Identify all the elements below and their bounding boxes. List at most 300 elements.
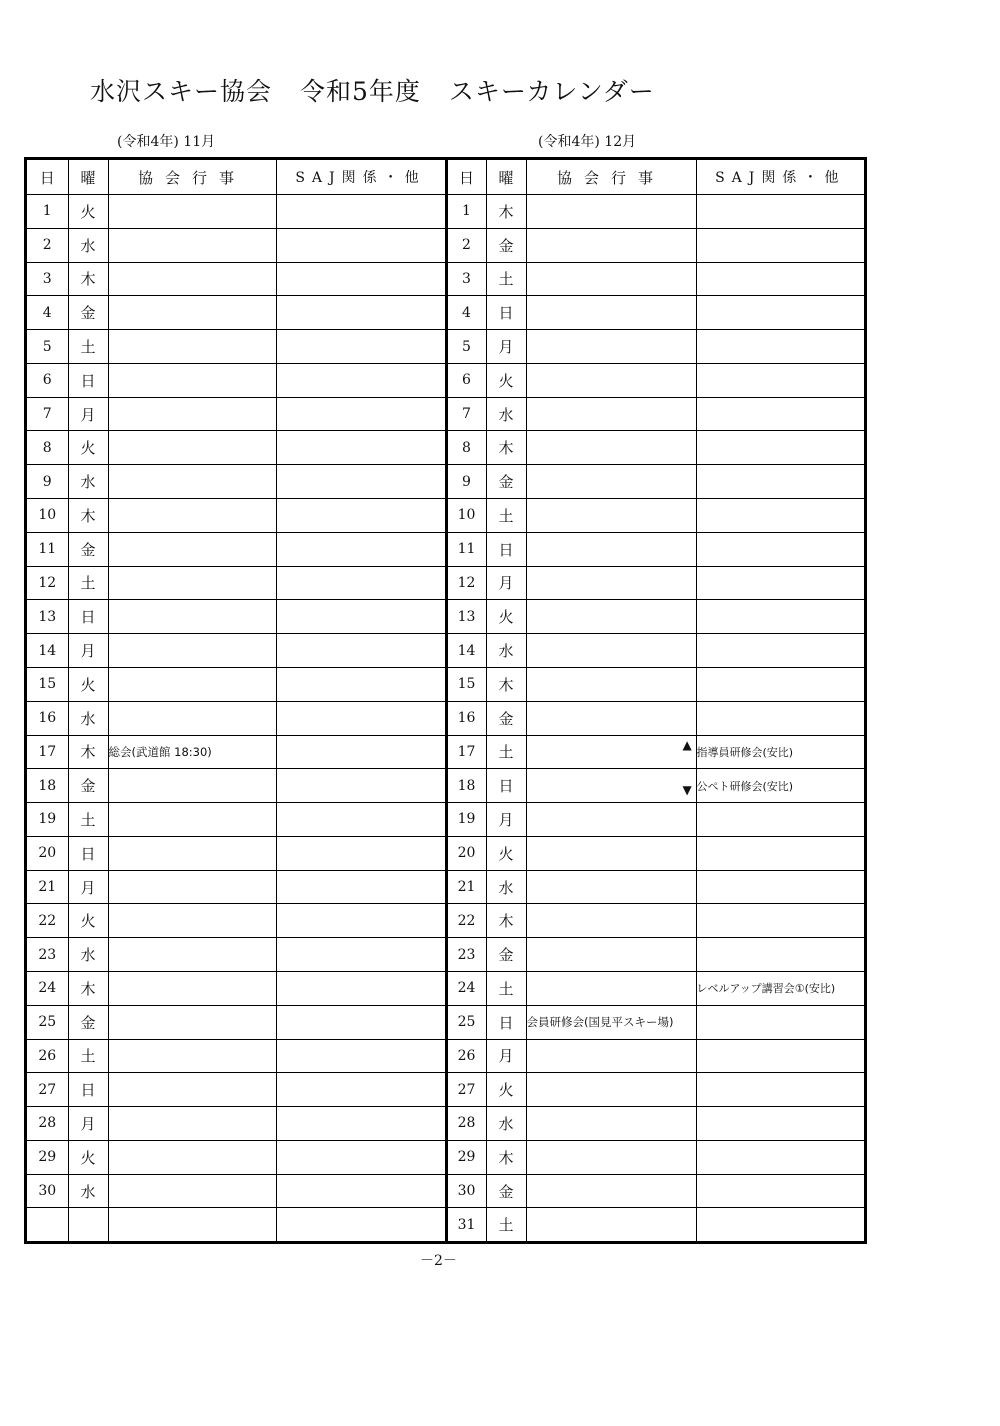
nov-day-cell xyxy=(27,1005,68,1039)
nov-weekday-cell-text: 土 xyxy=(80,338,96,357)
nov-day-cell xyxy=(27,296,68,330)
dec-saj-cell xyxy=(696,1039,864,1073)
nov-saj-cell xyxy=(276,431,446,465)
nov-saj-cell xyxy=(276,228,446,262)
nov-saj-cell xyxy=(276,1039,446,1073)
nov-weekday-cell-text: 火 xyxy=(80,912,96,931)
nov-weekday-cell-text: 水 xyxy=(80,1182,96,1201)
nov-day-cell-text: 23 xyxy=(38,946,57,963)
nov-weekday-cell xyxy=(68,701,108,735)
nov-event-cell xyxy=(108,499,276,533)
dec-day-cell-text: 8 xyxy=(462,439,471,456)
dec-saj-cell xyxy=(696,1140,864,1174)
nov-weekday-cell-text: 金 xyxy=(80,777,96,796)
nov-saj-cell xyxy=(276,499,446,533)
nov-weekday-cell-text: 土 xyxy=(80,574,96,593)
dec-day-cell xyxy=(446,465,486,499)
nov-weekday-cell-text: 月 xyxy=(80,878,96,897)
dec-weekday-cell xyxy=(486,1005,526,1039)
nov-weekday-cell-text: 日 xyxy=(80,844,96,863)
dec-saj-cell xyxy=(696,397,864,431)
dec-day-cell xyxy=(446,363,486,397)
dec-event-cell xyxy=(526,870,696,904)
dec-day-cell xyxy=(446,1208,486,1241)
nov-event-cell xyxy=(108,904,276,938)
nov-saj-cell xyxy=(276,870,446,904)
calendar-row xyxy=(27,769,864,803)
nov-weekday-cell-text: 火 xyxy=(80,675,96,694)
dec-event-cell xyxy=(526,330,696,364)
nov-weekday-cell xyxy=(68,195,108,229)
dec-saj-cell xyxy=(696,228,864,262)
dec-event-cell xyxy=(526,499,696,533)
nov-saj-cell xyxy=(276,701,446,735)
nov-day-cell-text: 6 xyxy=(42,372,52,389)
dec-day-cell-text: 29 xyxy=(457,1149,476,1166)
dec-day-cell-text: 15 xyxy=(457,676,476,693)
dec-event-cell xyxy=(526,836,696,870)
dec-day-cell xyxy=(446,769,486,803)
calendar-row xyxy=(27,971,864,1005)
nov-saj-cell xyxy=(276,363,446,397)
dec-saj-cell xyxy=(696,499,864,533)
dec-weekday-cell xyxy=(486,262,526,296)
nov-day-cell-text: 26 xyxy=(38,1047,57,1064)
nov-weekday-cell xyxy=(68,1107,108,1141)
dec-event-cell-text: 会員研修会(国見平スキー場) xyxy=(526,1015,674,1030)
dec-day-cell-text: 10 xyxy=(457,507,476,524)
nov-event-cell xyxy=(108,971,276,1005)
nov-weekday-cell xyxy=(68,296,108,330)
dec-weekday-cell xyxy=(486,566,526,600)
dec-day-cell xyxy=(446,667,486,701)
dec-weekday-cell xyxy=(486,465,526,499)
dec-weekday-cell-text: 日 xyxy=(498,304,514,323)
nov-day-cell-text: 3 xyxy=(42,270,52,287)
nov-saj-cell xyxy=(276,836,446,870)
nov-weekday-cell xyxy=(68,904,108,938)
dec-saj-cell-text: 公ペト研修会(安比) xyxy=(696,779,794,793)
dec-saj-cell xyxy=(696,1073,864,1107)
nov-event-cell xyxy=(108,1107,276,1141)
calendar-row xyxy=(27,1005,864,1039)
dec-day-cell-text: 18 xyxy=(457,777,476,794)
calendar-row xyxy=(27,667,864,701)
nov-weekday-cell xyxy=(68,836,108,870)
dec-day-cell-text: 19 xyxy=(457,811,476,828)
nov-event-cell xyxy=(108,1208,276,1241)
nov-event-cell xyxy=(108,1039,276,1073)
dec-saj-cell xyxy=(696,803,864,837)
dec-weekday-cell xyxy=(486,735,526,769)
calendar-row xyxy=(27,600,864,634)
arrow-up-icon: ▲ xyxy=(682,737,692,752)
dec-day-cell-text: 1 xyxy=(462,203,471,220)
month-label-november: (令和4年) 11月 xyxy=(117,134,216,150)
nov-day-cell xyxy=(27,465,68,499)
dec-event-cell xyxy=(526,938,696,972)
nov-day-cell xyxy=(27,870,68,904)
nov-weekday-cell-text: 木 xyxy=(80,979,96,998)
dec-day-cell xyxy=(446,600,486,634)
nov-saj-cell xyxy=(276,262,446,296)
nov-day-cell-text: 8 xyxy=(42,439,52,456)
nov-weekday-cell-text: 木 xyxy=(80,743,96,762)
dec-weekday-cell-text: 金 xyxy=(498,709,514,728)
nov-event-cell xyxy=(108,1005,276,1039)
nov-event-cell xyxy=(108,228,276,262)
nov-weekday-cell-text: 木 xyxy=(80,506,96,525)
nov-day-cell xyxy=(27,532,68,566)
dec-event-cell xyxy=(526,904,696,938)
dec-day-cell-text: 16 xyxy=(457,710,476,727)
dec-saj-cell xyxy=(682,735,864,769)
nov-event-cell xyxy=(108,431,276,465)
dec-weekday-cell xyxy=(486,1174,526,1208)
dec-weekday-cell xyxy=(486,1140,526,1174)
dec-day-cell xyxy=(446,701,486,735)
dec-event-cell xyxy=(526,735,696,769)
calendar-row xyxy=(27,701,864,735)
nov-weekday-cell xyxy=(68,1005,108,1039)
nov-saj-cell xyxy=(276,634,446,668)
dec-saj-cell xyxy=(696,870,864,904)
nov-day-cell xyxy=(27,735,68,769)
nov-weekday-cell xyxy=(68,667,108,701)
dec-event-cell xyxy=(526,465,696,499)
nov-weekday-cell-text: 火 xyxy=(80,202,96,221)
nov-weekday-cell xyxy=(68,803,108,837)
nov-day-cell xyxy=(27,938,68,972)
dec-weekday-cell xyxy=(486,701,526,735)
dec-day-cell xyxy=(446,262,486,296)
nov-saj-cell xyxy=(276,1073,446,1107)
page-title xyxy=(90,72,683,108)
nov-weekday-cell-text: 日 xyxy=(80,608,96,627)
nov-day-cell-text: 29 xyxy=(38,1149,57,1166)
dec-weekday-cell-text: 金 xyxy=(498,236,514,255)
nov-event-cell xyxy=(108,634,276,668)
nov-weekday-cell xyxy=(68,1073,108,1107)
nov-day-cell xyxy=(27,1174,68,1208)
dec-day-cell-text: 2 xyxy=(462,237,471,254)
nov-weekday-cell xyxy=(68,431,108,465)
dec-saj-cell xyxy=(696,330,864,364)
dec-day-cell-text: 22 xyxy=(457,912,476,929)
nov-event-cell xyxy=(108,566,276,600)
nov-weekday-cell-text: 火 xyxy=(80,1148,96,1167)
dec-weekday-cell xyxy=(486,363,526,397)
nov-weekday-cell xyxy=(68,870,108,904)
dec-weekday-cell-text: 金 xyxy=(498,946,514,965)
nov-saj-cell xyxy=(276,465,446,499)
dec-weekday-cell xyxy=(486,1073,526,1107)
header-day: 日 xyxy=(27,160,68,195)
nov-day-cell xyxy=(27,836,68,870)
dec-weekday-cell xyxy=(486,397,526,431)
nov-saj-cell xyxy=(276,1005,446,1039)
nov-event-cell xyxy=(108,397,276,431)
calendar-row xyxy=(27,803,864,837)
nov-weekday-cell xyxy=(68,363,108,397)
nov-day-cell xyxy=(27,769,68,803)
nov-weekday-cell xyxy=(68,634,108,668)
nov-event-cell xyxy=(108,735,276,769)
nov-saj-cell xyxy=(276,397,446,431)
nov-saj-cell xyxy=(276,195,446,229)
calendar-row xyxy=(27,397,864,431)
calendar-row xyxy=(27,870,864,904)
calendar-row xyxy=(27,1174,864,1208)
dec-day-cell-text: 4 xyxy=(462,304,471,321)
month-label-december: (令和4年) 12月 xyxy=(538,134,637,150)
dec-weekday-cell xyxy=(486,836,526,870)
nov-event-cell xyxy=(108,465,276,499)
header-saj: SAJ関係・他 xyxy=(696,160,864,195)
calendar-row xyxy=(27,1073,864,1107)
dec-weekday-cell-text: 火 xyxy=(498,1081,514,1100)
dec-weekday-cell-text: 水 xyxy=(498,878,514,897)
dec-event-cell xyxy=(526,296,696,330)
dec-weekday-cell xyxy=(486,938,526,972)
dec-event-cell xyxy=(526,667,696,701)
dec-weekday-cell-text: 土 xyxy=(498,270,514,289)
dec-day-cell xyxy=(446,1073,486,1107)
dec-saj-cell xyxy=(682,769,864,803)
nov-day-cell-text: 19 xyxy=(38,811,57,828)
dec-weekday-cell xyxy=(486,195,526,229)
header-row xyxy=(27,160,864,195)
dec-day-cell-text: 12 xyxy=(457,574,476,591)
dec-day-cell xyxy=(446,296,486,330)
nov-event-cell-text: 総会(武道館 18:30) xyxy=(108,744,212,759)
calendar-row xyxy=(27,465,864,499)
dec-saj-cell xyxy=(696,1208,864,1241)
dec-event-cell xyxy=(526,701,696,735)
calendar-row xyxy=(27,1208,864,1241)
dec-weekday-cell xyxy=(486,634,526,668)
calendar-row xyxy=(27,330,864,364)
header-saj: SAJ関係・他 xyxy=(276,160,446,195)
header-weekday: 曜 xyxy=(68,160,108,195)
dec-day-cell xyxy=(446,431,486,465)
nov-day-cell-text: 15 xyxy=(38,676,57,693)
page-number: －2－ xyxy=(420,1253,457,1269)
calendar-row xyxy=(27,904,864,938)
dec-saj-cell xyxy=(696,938,864,972)
nov-day-cell-text: 13 xyxy=(38,608,57,625)
dec-weekday-cell-text: 日 xyxy=(498,540,514,559)
nov-day-cell-text: 30 xyxy=(38,1183,57,1200)
dec-saj-cell xyxy=(696,363,864,397)
nov-day-cell xyxy=(27,634,68,668)
dec-event-cell xyxy=(526,803,696,837)
dec-saj-cell-text: レベルアップ講習会①(安比) xyxy=(696,982,836,996)
dec-day-cell-text: 26 xyxy=(457,1047,476,1064)
nov-weekday-cell xyxy=(68,566,108,600)
nov-weekday-cell-text: 水 xyxy=(80,236,96,255)
dec-day-cell xyxy=(446,566,486,600)
dec-saj-cell xyxy=(696,701,864,735)
nov-day-cell-text: 14 xyxy=(38,642,57,659)
dec-day-cell-text: 9 xyxy=(462,473,471,490)
calendar-row xyxy=(27,1140,864,1174)
dec-saj-cell xyxy=(696,600,864,634)
dec-saj-cell xyxy=(696,1107,864,1141)
dec-day-cell-text: 24 xyxy=(457,980,476,997)
nov-day-cell xyxy=(27,499,68,533)
nov-weekday-cell xyxy=(68,228,108,262)
nov-weekday-cell xyxy=(68,1140,108,1174)
dec-weekday-cell-text: 土 xyxy=(498,979,514,998)
nov-event-cell xyxy=(108,330,276,364)
nov-day-cell-text: 22 xyxy=(38,912,57,929)
nov-weekday-cell xyxy=(68,532,108,566)
nov-day-cell-text: 11 xyxy=(38,541,57,558)
calendar-row xyxy=(27,634,864,668)
dec-day-cell xyxy=(446,1005,486,1039)
dec-weekday-cell xyxy=(486,296,526,330)
nov-day-cell-text: 10 xyxy=(38,507,57,524)
dec-weekday-cell-text: 土 xyxy=(498,506,514,525)
dec-day-cell xyxy=(446,634,486,668)
nov-weekday-cell-text: 土 xyxy=(80,810,96,829)
header-events: 協会行事 xyxy=(526,160,696,195)
nov-weekday-cell xyxy=(68,499,108,533)
dec-weekday-cell-text: 日 xyxy=(498,777,514,796)
nov-day-cell-text: 27 xyxy=(38,1081,57,1098)
dec-weekday-cell-text: 月 xyxy=(498,810,514,829)
dec-weekday-cell xyxy=(486,431,526,465)
dec-event-cell xyxy=(526,1174,696,1208)
dec-weekday-cell-text: 木 xyxy=(498,912,514,931)
dec-day-cell-text: 3 xyxy=(462,270,471,287)
nov-event-cell xyxy=(108,836,276,870)
nov-weekday-cell xyxy=(68,330,108,364)
calendar-row xyxy=(27,296,864,330)
dec-saj-cell xyxy=(696,262,864,296)
title-name: スキーカレンダー xyxy=(448,77,655,106)
nov-day-cell-text: 5 xyxy=(42,338,52,355)
calendar-row xyxy=(27,228,864,262)
nov-day-cell-text: 17 xyxy=(38,743,57,760)
dec-weekday-cell-text: 木 xyxy=(498,439,514,458)
nov-day-cell xyxy=(27,1073,68,1107)
nov-event-cell xyxy=(108,1140,276,1174)
dec-day-cell-text: 6 xyxy=(462,372,471,389)
dec-weekday-cell-text: 金 xyxy=(498,473,514,492)
dec-weekday-cell-text: 木 xyxy=(498,202,514,221)
dec-weekday-cell xyxy=(486,769,526,803)
dec-day-cell-text: 11 xyxy=(457,541,476,558)
nov-day-cell xyxy=(27,330,68,364)
nov-saj-cell xyxy=(276,600,446,634)
dec-saj-cell xyxy=(696,836,864,870)
dec-weekday-cell xyxy=(486,600,526,634)
nov-weekday-cell-text: 金 xyxy=(80,540,96,559)
calendar-table xyxy=(24,157,867,1244)
nov-day-cell-text: 20 xyxy=(38,845,57,862)
nov-event-cell xyxy=(108,532,276,566)
nov-weekday-cell xyxy=(68,1039,108,1073)
nov-weekday-cell-text: 日 xyxy=(80,371,96,390)
dec-weekday-cell xyxy=(486,971,526,1005)
dec-weekday-cell xyxy=(486,667,526,701)
dec-day-cell xyxy=(446,904,486,938)
nov-day-cell-text: 12 xyxy=(38,574,57,591)
nov-weekday-cell xyxy=(68,769,108,803)
nov-day-cell-text: 28 xyxy=(38,1115,57,1132)
nov-day-cell-text: 9 xyxy=(42,473,52,490)
nov-event-cell xyxy=(108,600,276,634)
nov-weekday-cell xyxy=(68,465,108,499)
nov-event-cell xyxy=(108,195,276,229)
nov-day-cell-text: 1 xyxy=(42,203,52,220)
nov-weekday-cell xyxy=(68,262,108,296)
dec-day-cell xyxy=(446,1039,486,1073)
dec-day-cell-text: 5 xyxy=(462,338,471,355)
dec-weekday-cell-text: 木 xyxy=(498,1148,514,1167)
nov-weekday-cell-text: 木 xyxy=(80,270,96,289)
dec-event-cell xyxy=(526,769,696,803)
dec-saj-cell xyxy=(696,1174,864,1208)
arrow-down-icon: ▼ xyxy=(682,783,692,798)
nov-day-cell xyxy=(27,667,68,701)
dec-weekday-cell-text: 月 xyxy=(498,338,514,357)
calendar-row xyxy=(27,1039,864,1073)
nov-day-cell xyxy=(27,600,68,634)
dec-day-cell-text: 25 xyxy=(457,1014,476,1031)
nov-weekday-cell xyxy=(68,600,108,634)
dec-weekday-cell xyxy=(486,228,526,262)
nov-day-cell xyxy=(27,1140,68,1174)
dec-day-cell-text: 13 xyxy=(457,608,476,625)
nov-day-cell-text: 18 xyxy=(38,777,57,794)
dec-day-cell xyxy=(446,735,486,769)
calendar-row xyxy=(27,1107,864,1141)
nov-weekday-cell xyxy=(68,397,108,431)
nov-saj-cell xyxy=(276,296,446,330)
dec-day-cell xyxy=(446,532,486,566)
nov-day-cell xyxy=(27,262,68,296)
dec-event-cell xyxy=(526,1107,696,1141)
nov-weekday-cell-text: 水 xyxy=(80,709,96,728)
dec-event-cell xyxy=(526,397,696,431)
dec-event-cell xyxy=(526,262,696,296)
dec-event-cell xyxy=(526,1073,696,1107)
dec-weekday-cell-text: 火 xyxy=(498,844,514,863)
calendar-row xyxy=(27,938,864,972)
nov-saj-cell xyxy=(276,566,446,600)
dec-day-cell-text: 7 xyxy=(462,406,471,423)
nov-weekday-cell-text: 土 xyxy=(80,1047,96,1066)
dec-event-cell xyxy=(526,634,696,668)
dec-day-cell xyxy=(446,195,486,229)
dec-weekday-cell xyxy=(486,904,526,938)
header-events: 協会行事 xyxy=(108,160,276,195)
nov-weekday-cell xyxy=(68,1208,108,1241)
dec-weekday-cell-text: 水 xyxy=(498,642,514,661)
dec-day-cell-text: 20 xyxy=(457,845,476,862)
dec-weekday-cell xyxy=(486,1208,526,1241)
dec-event-cell xyxy=(526,1039,696,1073)
dec-weekday-cell xyxy=(486,1107,526,1141)
dec-day-cell-text: 17 xyxy=(457,743,476,760)
nov-day-cell xyxy=(27,904,68,938)
title-year: 令和5年度 xyxy=(300,77,421,106)
dec-day-cell xyxy=(446,870,486,904)
dec-weekday-cell-text: 火 xyxy=(498,371,514,390)
